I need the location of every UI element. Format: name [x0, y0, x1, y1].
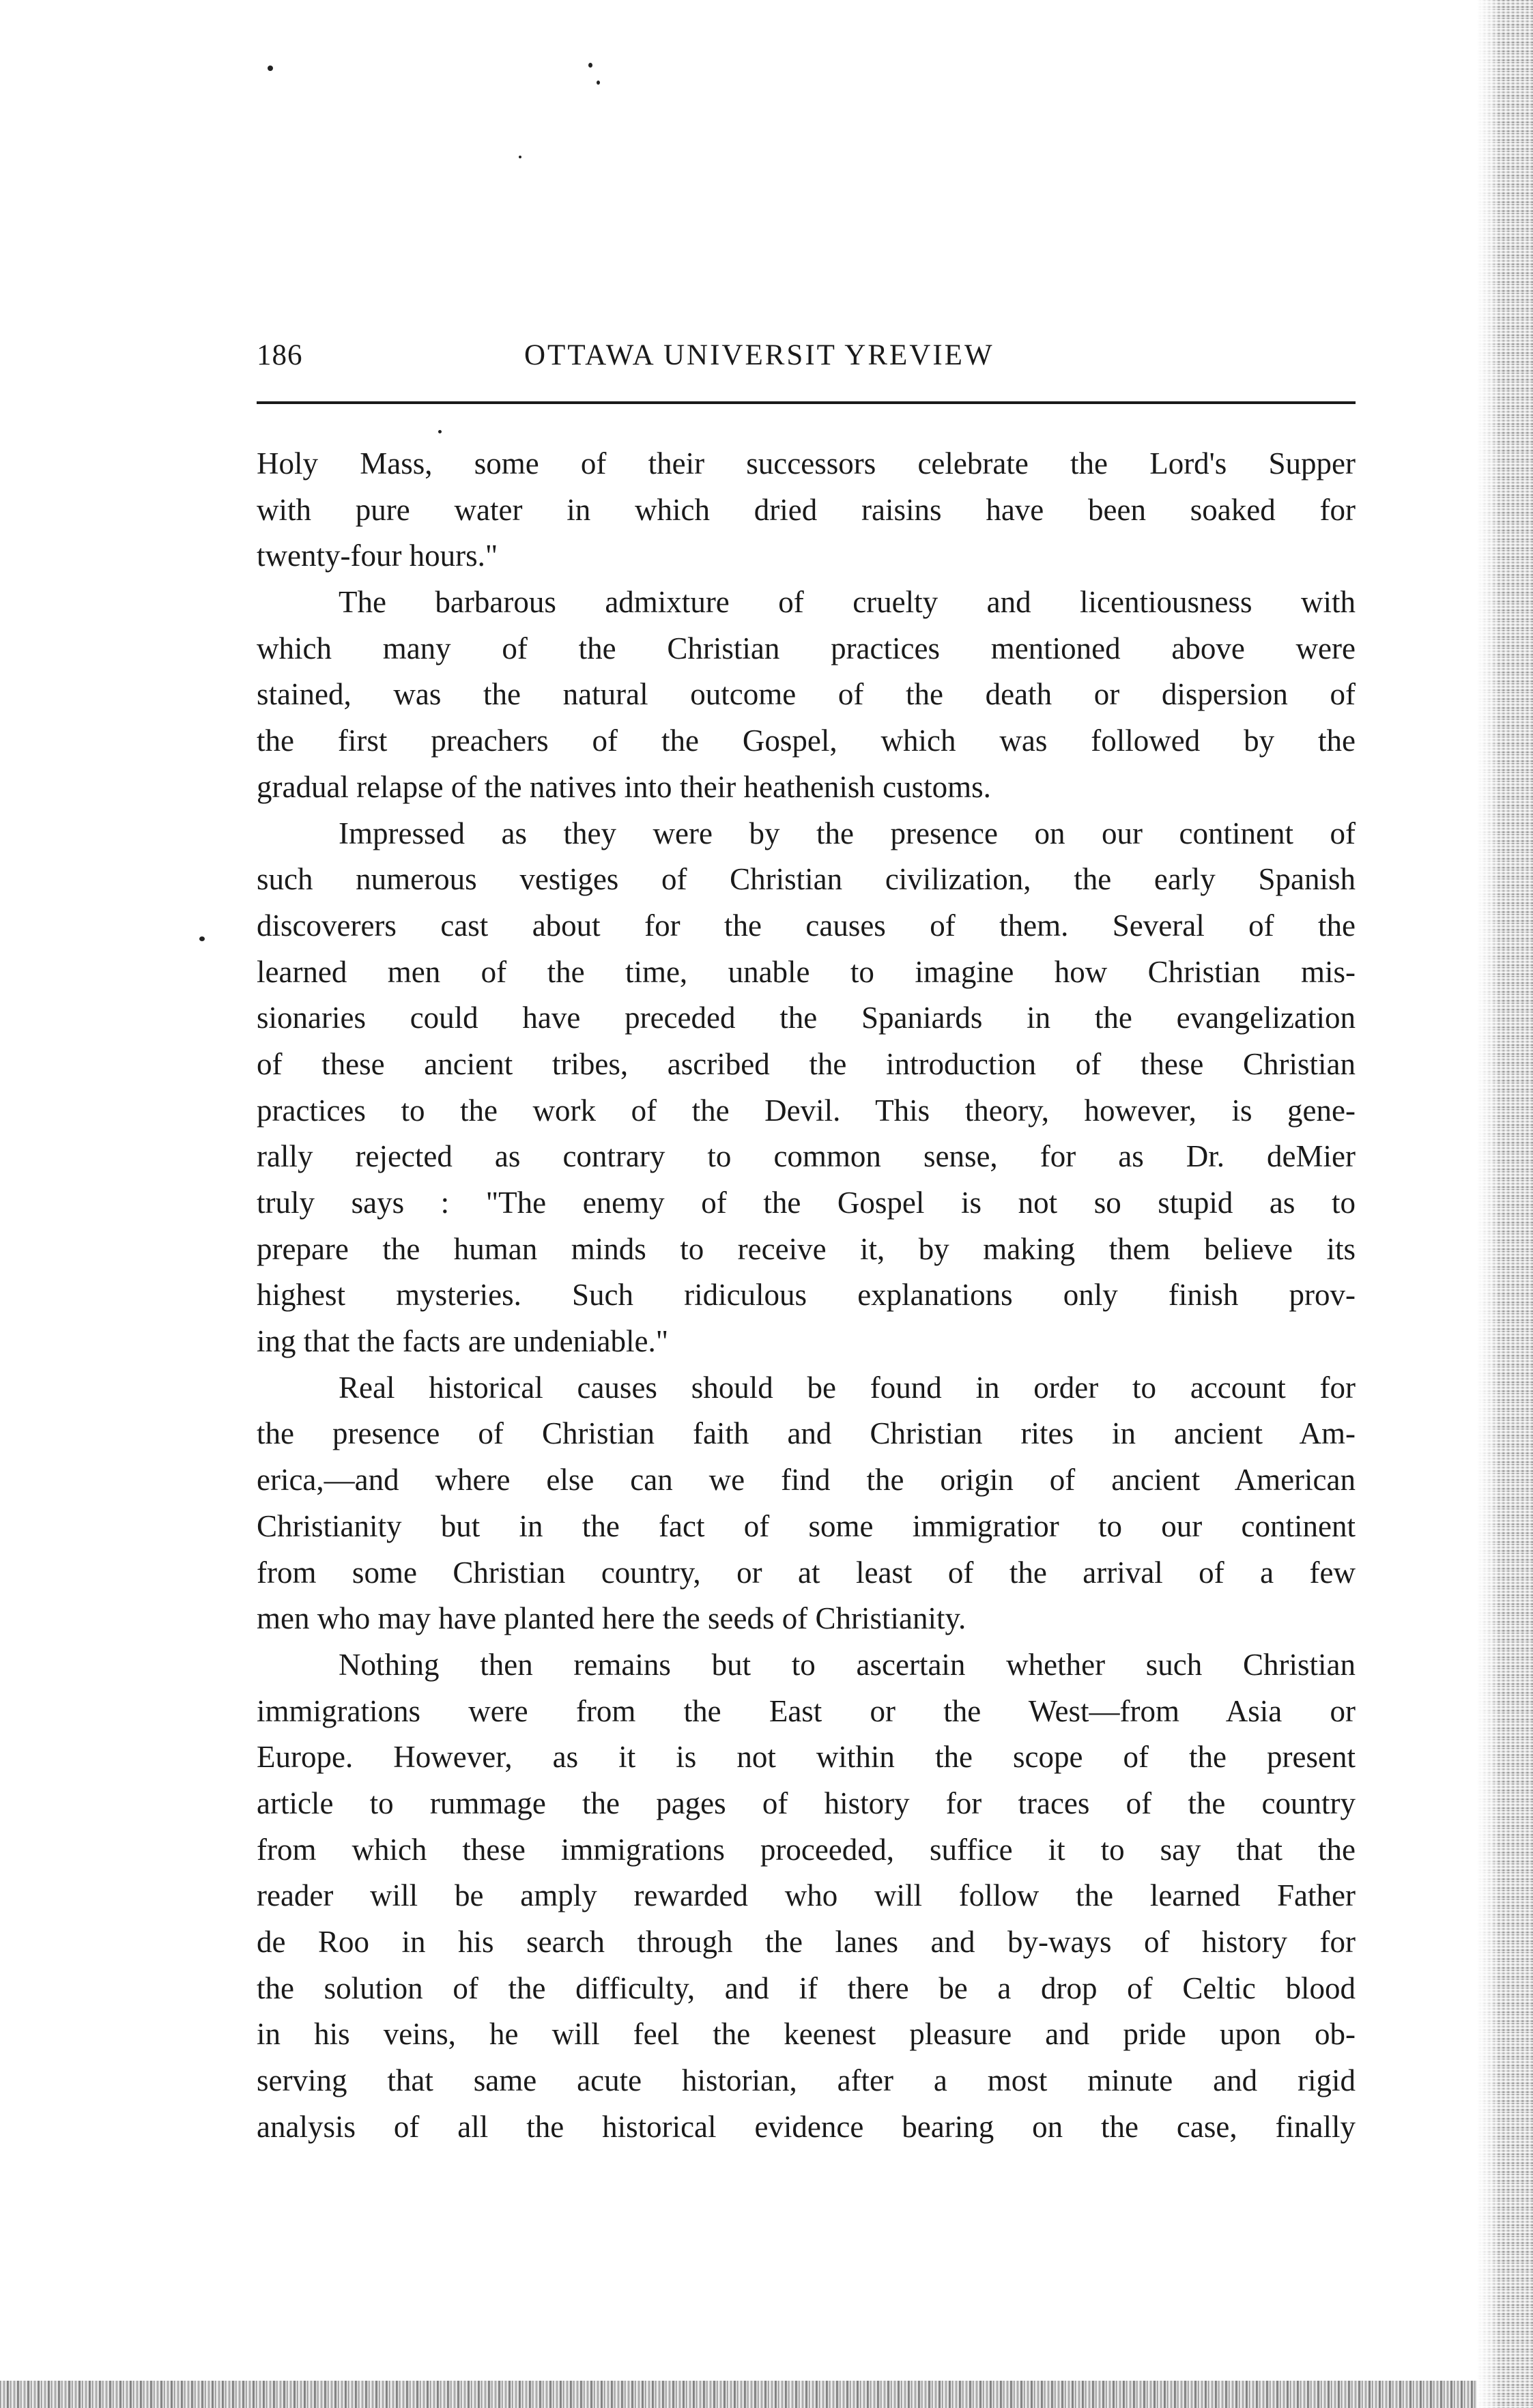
- text-line: with pure water in which dried raisins have been soaked for: [257, 492, 1356, 527]
- text-line: Christianity but in the fact of some immigratior to our continent: [257, 1508, 1356, 1543]
- text-line: serving that same acute historian, after a most minute and rigid: [257, 2063, 1356, 2098]
- header-rule: [257, 401, 1356, 404]
- text-line: practices to the work of the Devil. This theory, however, is gene-: [257, 1093, 1356, 1128]
- text-line: Holy Mass, some of their successors celebrate the Lord's Supper: [257, 446, 1356, 481]
- text-line: such numerous vestiges of Christian civilization, the early Spanish: [257, 862, 1356, 897]
- text-line: immigrations were from the East or the West—from Asia or: [257, 1693, 1356, 1728]
- text-line: truly says : "The enemy of the Gospel is not so stupid as to: [257, 1186, 1356, 1220]
- text-line: article to rummage the pages of history for traces of the country: [257, 1786, 1356, 1820]
- text-line: men who may have planted here the seeds of Christianity.: [257, 1601, 966, 1636]
- text-line: The barbarous admixture of cruelty and licentiousness with: [339, 585, 1356, 620]
- text-line: of these ancient tribes, ascribed the introduction of these Christian: [257, 1046, 1356, 1081]
- text-line: sionaries could have preceded the Spaniards in the evangelization: [257, 1001, 1356, 1035]
- page-number: 186: [257, 339, 303, 371]
- text-line: the presence of Christian faith and Christian rites in ancient Am-: [257, 1416, 1356, 1451]
- text-line: ing that the facts are undeniable.": [257, 1324, 669, 1359]
- text-line: discoverers cast about for the causes of them. Several of the: [257, 908, 1356, 943]
- scan-speck: [519, 156, 521, 158]
- text-line: reader will be amply rewarded who will follow the learned Father: [257, 1878, 1356, 1913]
- text-line: Europe. However, as it is not within the scope of the present: [257, 1740, 1356, 1775]
- text-line: prepare the human minds to receive it, by making them believe its: [257, 1231, 1356, 1266]
- text-line: Real historical causes should be found in order to account for: [339, 1370, 1356, 1405]
- text-line: from some Christian country, or at least of the arrival of a few: [257, 1555, 1356, 1590]
- text-line: Impressed as they were by the presence on our continent of: [339, 816, 1356, 850]
- text-line: Nothing then remains but to ascertain whether such Christian: [339, 1647, 1356, 1682]
- scan-speck: [268, 66, 273, 71]
- scan-speck: [588, 63, 592, 68]
- text-line: learned men of the time, unable to imagine how Christian mis-: [257, 954, 1356, 989]
- text-line: erica,—and where else can we find the origin of ancient American: [257, 1463, 1356, 1497]
- scan-speck: [199, 936, 205, 941]
- text-line: twenty-four hours.": [257, 539, 498, 573]
- running-title: OTTAWA UNIVERSIT YREVIEW: [524, 339, 994, 371]
- text-line: analysis of all the historical evidence bearing on the case, finally: [257, 2109, 1356, 2144]
- text-line: stained, was the natural outcome of the death or dispersion of: [257, 677, 1356, 712]
- text-line: highest mysteries. Such ridiculous explanations only finish prov-: [257, 1278, 1356, 1313]
- text-line: which many of the Christian practices mentioned above were: [257, 631, 1356, 665]
- text-line: gradual relapse of the natives into their heathenish customs.: [257, 769, 991, 804]
- text-line: the first preachers of the Gospel, which was followed by the: [257, 723, 1356, 758]
- text-line: from which these immigrations proceeded, suffice it to say that the: [257, 1832, 1356, 1867]
- scan-speck: [438, 430, 442, 433]
- body-text: [257, 441, 1356, 2150]
- text-line: the solution of the difficulty, and if there be a drop of Celtic blood: [257, 1970, 1356, 2005]
- scan-edge-bottom: [0, 2381, 1477, 2408]
- scan-speck: [597, 81, 600, 85]
- page-header: [257, 339, 1356, 386]
- text-line: de Roo in his search through the lanes and by-ways of history for: [257, 1925, 1356, 1959]
- scan-edge-right: [1477, 0, 1533, 2408]
- text-line: rally rejected as contrary to common sense, for as Dr. deMier: [257, 1139, 1356, 1174]
- text-line: in his veins, he will feel the keenest pleasure and pride upon ob-: [257, 2017, 1356, 2052]
